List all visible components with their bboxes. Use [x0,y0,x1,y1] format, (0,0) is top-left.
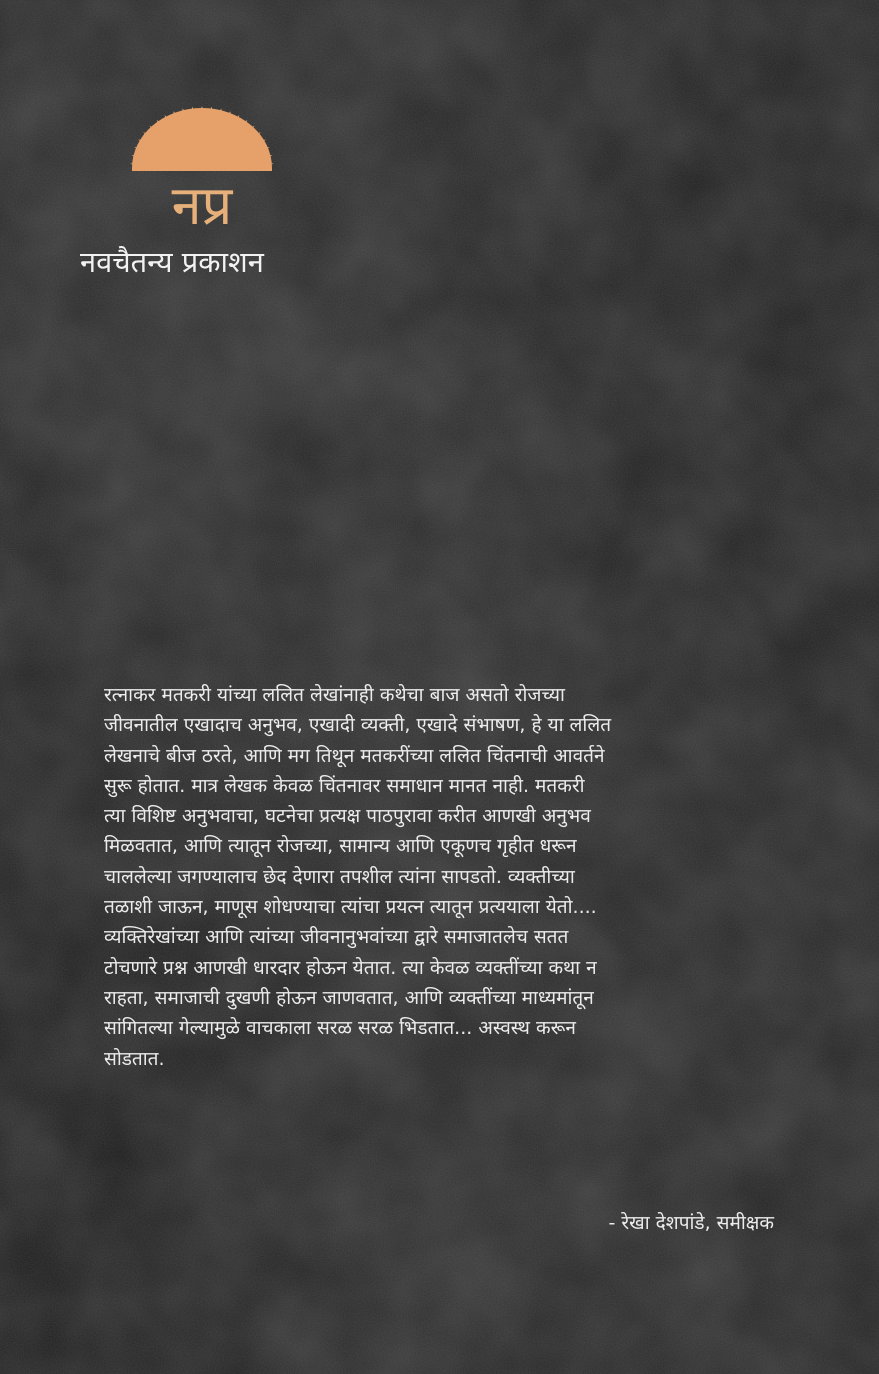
blurb-attribution: - रेखा देशपांडे, समीक्षक [608,1212,774,1234]
publisher-name: नवचैतन्य प्रकाशन [80,245,264,279]
logo-letters: नप्र [171,174,233,232]
blurb-line: टोचणारे प्रश्न आणखी धारदार होऊन येतात. त्या केवळ व्यक्तींच्या कथा न [104,956,597,979]
blurb-line: त्या विशिष्ट अनुभवाचा, घटनेचा प्रत्यक्ष पाठपुरावा करीत आणखी अनुभव [104,805,591,828]
blurb-line: चाललेल्या जगण्यालाच छेद देणारा तपशील त्यांना सापडतो. व्यक्तीच्या [104,865,575,888]
blurb-line: तळाशी जाऊन, माणूस शोधण्याचा त्यांचा प्रयत्न त्यातून प्रत्ययाला येतो.... [104,896,597,919]
blurb-line: रत्नाकर मतकरी यांच्या ललित लेखांनाही कथेचा बाज असतो रोजच्या [104,684,565,706]
blurb-line: मिळवतात, आणि त्यातून रोजच्या, सामान्य आणि एकूणच गृहीत धरून [104,835,577,858]
sun-icon [130,106,274,171]
blurb-line: राहता, समाजाची दुखणी होऊन जाणवतात, आणि व्यक्तींच्या माध्यमांतून [104,986,594,1009]
blurb-line: सुरू होतात. मात्र लेखक केवळ चिंतनावर समाधान मानत नाही. मतकरी [104,774,585,797]
blurb-text [104,680,774,1074]
blurb-line: लेखनाचे बीज ठरते, आणि मग तिथून मतकरींच्या ललित चिंतनाची आवर्तने [104,744,605,767]
blurb-line: व्यक्तिरेखांच्या आणि त्यांच्या जीवनानुभवांच्या द्वारे समाजातलेच सतत [104,926,569,949]
blurb-line: सोडतात. [104,1047,165,1070]
publisher-logo [128,92,276,232]
blurb-line: जीवनातील एखादाच अनुभव, एखादी व्यक्ती, एखादे संभाषण, हे या ललित [104,714,612,737]
blurb-line: सांगितल्या गेल्यामुळे वाचकाला सरळ सरळ भिडतात... अस्वस्थ करून [104,1017,576,1040]
